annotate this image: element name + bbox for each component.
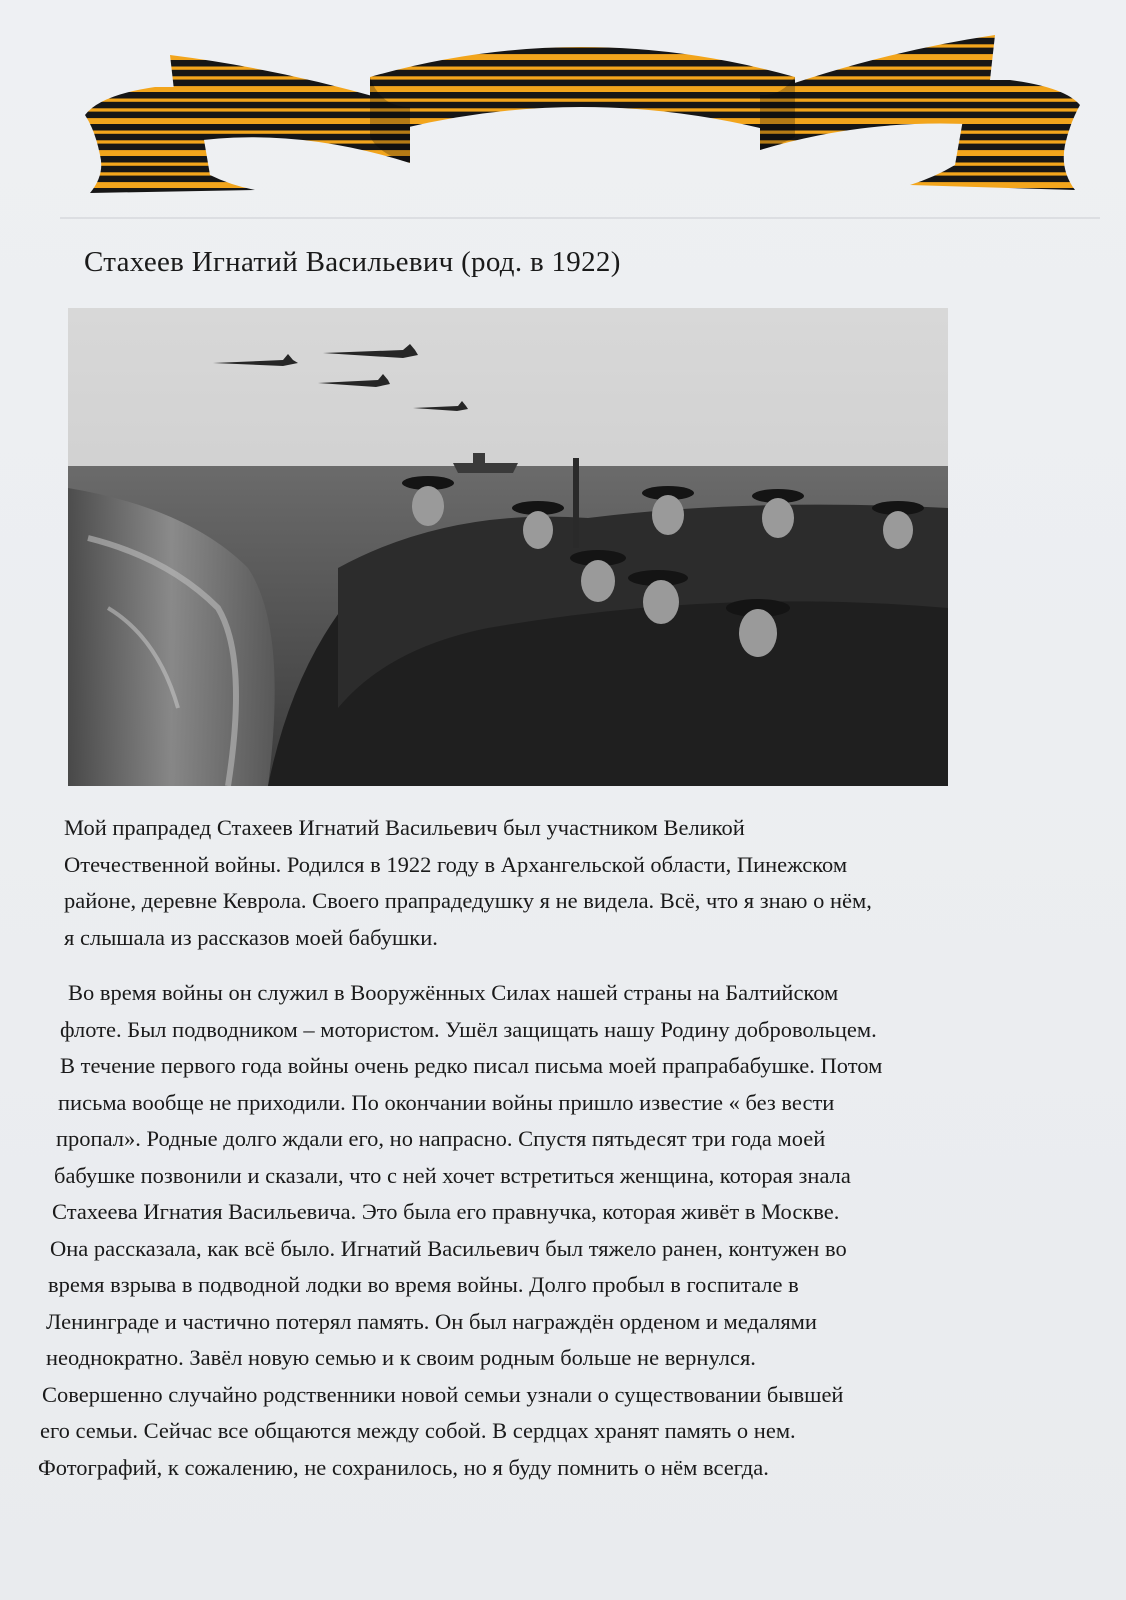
st-george-ribbon-banner bbox=[80, 25, 1085, 210]
paragraph-line: бабушке позвонили и сказали, что с ней хочет встретиться женщина, которая знала bbox=[54, 1162, 851, 1188]
paragraph-line: Она рассказала, как всё было. Игнатий Васильевич был тяжело ранен, контужен во bbox=[50, 1235, 847, 1261]
paragraph-line: В течение первого года войны очень редко писал письма моей прапрабабушке. Потом bbox=[60, 1053, 883, 1078]
paragraph-line: флоте. Был подводником – мотористом. Ушёл защищать нашу Родину добровольцем. bbox=[60, 1016, 877, 1042]
paragraph-line: его семьи. Сейчас все общаются между собой. В сердцах хранят память о нем. bbox=[40, 1418, 796, 1443]
paragraph-intro bbox=[64, 810, 872, 956]
paragraph-line: неоднократно. Завёл новую семью и к своим родным больше не вернулся. bbox=[46, 1345, 756, 1370]
paragraph-line: районе, деревне Кеврола. Своего прапрадедушку я не видела. Всё, что я знаю о нём, bbox=[64, 888, 872, 913]
paragraph-line: Отечественной войны. Родился в 1922 году в Архангельской области, Пинежском bbox=[64, 851, 848, 877]
paragraph-line: я слышала из рассказов моей бабушки. bbox=[64, 924, 438, 950]
paragraph-line: время взрыва в подводной лодки во время войны. Долго пробыл в госпитале в bbox=[48, 1272, 799, 1297]
paragraph-line: Мой прапрадед Стахеев Игнатий Васильевич был участником Великой bbox=[64, 815, 745, 840]
paragraph-line: Стахеева Игнатия Васильевича. Это была его правнучка, которая живёт в Москве. bbox=[52, 1199, 840, 1224]
paragraph-line: пропал». Родные долго ждали его, но напрасно. Спустя пятьдесят три года моей bbox=[56, 1126, 826, 1151]
header-divider bbox=[60, 217, 1100, 219]
paragraph-war-story bbox=[38, 975, 883, 1486]
paragraph-line: Во время войны он служил в Вооружённых Силах нашей страны на Балтийском bbox=[68, 980, 839, 1005]
page-title: Стахеев Игнатий Васильевич (род. в 1922) bbox=[84, 246, 621, 278]
paragraph-line: Фотографий, к сожалению, не сохранилось, но я буду помнить о нём всегда. bbox=[38, 1454, 769, 1480]
paragraph-line: Ленинграде и частично потерял память. Он был награждён орденом и медалями bbox=[46, 1308, 817, 1334]
paragraph-line: письма вообще не приходили. По окончании войны пришло известие « без вести bbox=[58, 1089, 835, 1115]
archival-photo-sailors-on-boat bbox=[68, 308, 948, 786]
paragraph-line: Совершенно случайно родственники новой семьи узнали о существовании бывшей bbox=[42, 1381, 844, 1407]
